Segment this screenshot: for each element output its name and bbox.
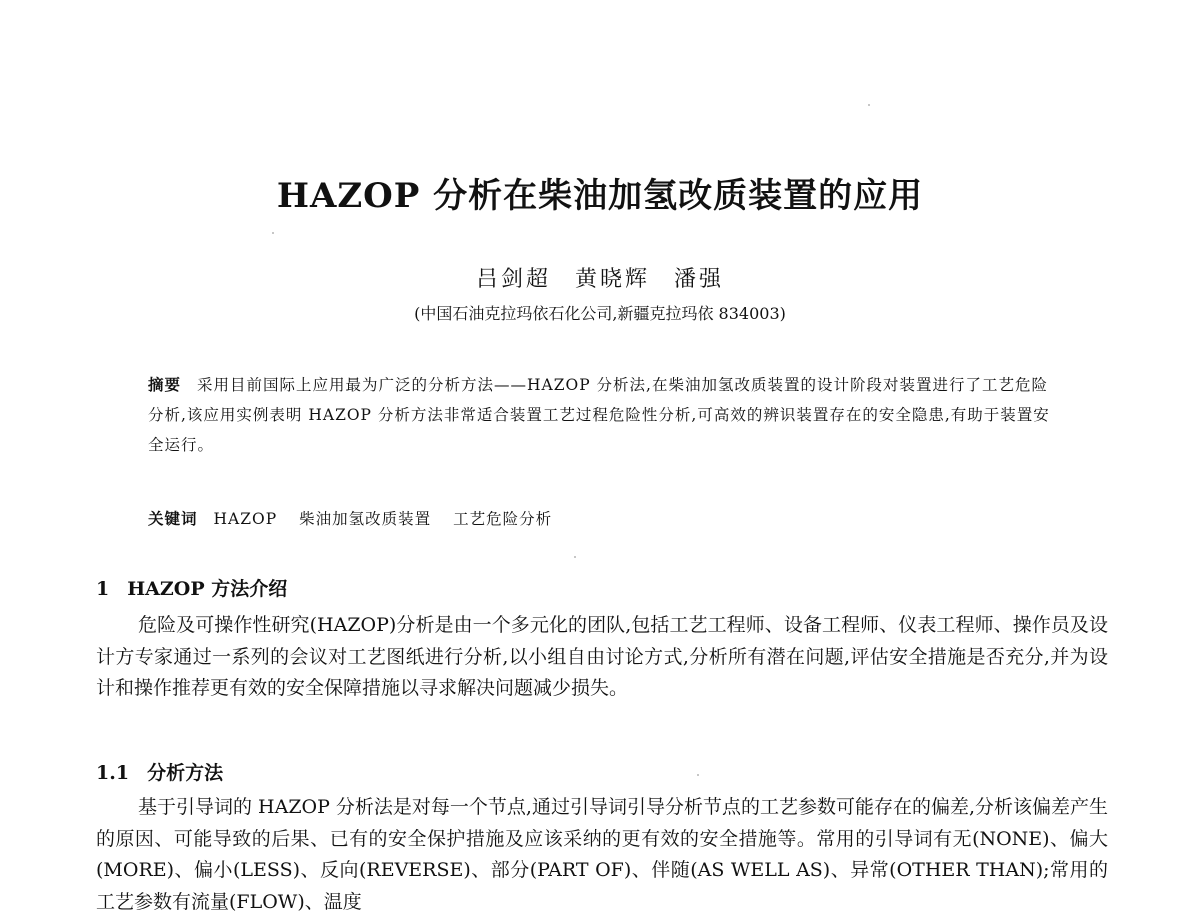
scan-speck (697, 774, 699, 776)
scan-speck (574, 556, 576, 558)
keyword-item: HAZOP (213, 510, 278, 528)
paper-title: HAZOP 分析在柴油加氢改质装置的应用 (276, 176, 924, 216)
section-1-heading (96, 574, 287, 601)
section-number: 1 (96, 578, 110, 600)
subsection-number: 1.1 (96, 762, 130, 784)
keywords (148, 504, 1060, 534)
author-affiliation: (中国石油克拉玛依石化公司,新疆克拉玛依 834003) (414, 304, 786, 323)
section-title: HAZOP 方法介绍 (127, 578, 288, 600)
section-1-1-heading (96, 758, 223, 785)
subsection-title: 分析方法 (147, 762, 224, 784)
author-list: 吕剑超 黄晓辉 潘强 (476, 267, 724, 292)
keyword-item: 柴油加氢改质装置 (299, 510, 432, 528)
scan-speck (868, 104, 870, 106)
scan-speck (272, 232, 274, 234)
keyword-item: 工艺危险分析 (453, 510, 553, 528)
section-1-paragraph: 危险及可操作性研究(HAZOP)分析是由一个多元化的团队,包括工艺工程师、设备工程师、仪表工程师、操作员及设计方专家通过一系列的会议对工艺图纸进行分析,以小组自由讨论方式,分析所有潜在问题,评估安全措施是否充分,并为设计和操作推荐更有效的安全保障措施以寻求解决问题减少损失。 (96, 614, 1108, 699)
section-1-1-paragraph: 基于引导词的 HAZOP 分析法是对每一个节点,通过引导词引导分析节点的工艺参数可能存在的偏差,分析该偏差产生的原因、可能导致的后果、已有的安全保护措施及应该采纳的更有效的安全措施等。常用的引导词有无(NONE)、偏大(MORE)、偏小(LESS)、反向(REVERSE)、部分(PART OF)、伴随(AS WELL AS)、异常(OTHER THAN);常用的工艺参数有流量(FLOW)、温度 (96, 796, 1109, 913)
abstract-text: 采用目前国际上应用最为广泛的分析方法——HAZOP 分析法,在柴油加氢改质装置的设计阶段对装置进行了工艺危险分析,该应用实例表明 HAZOP 分析方法非常适合装置工艺过程危险性分析,可高效的辨识装置存在的安全隐患,有助于装置安全运行。 (148, 376, 1050, 454)
abstract (148, 370, 1060, 460)
abstract-label: 摘要 (148, 375, 182, 394)
keywords-label: 关键词 (148, 509, 198, 528)
